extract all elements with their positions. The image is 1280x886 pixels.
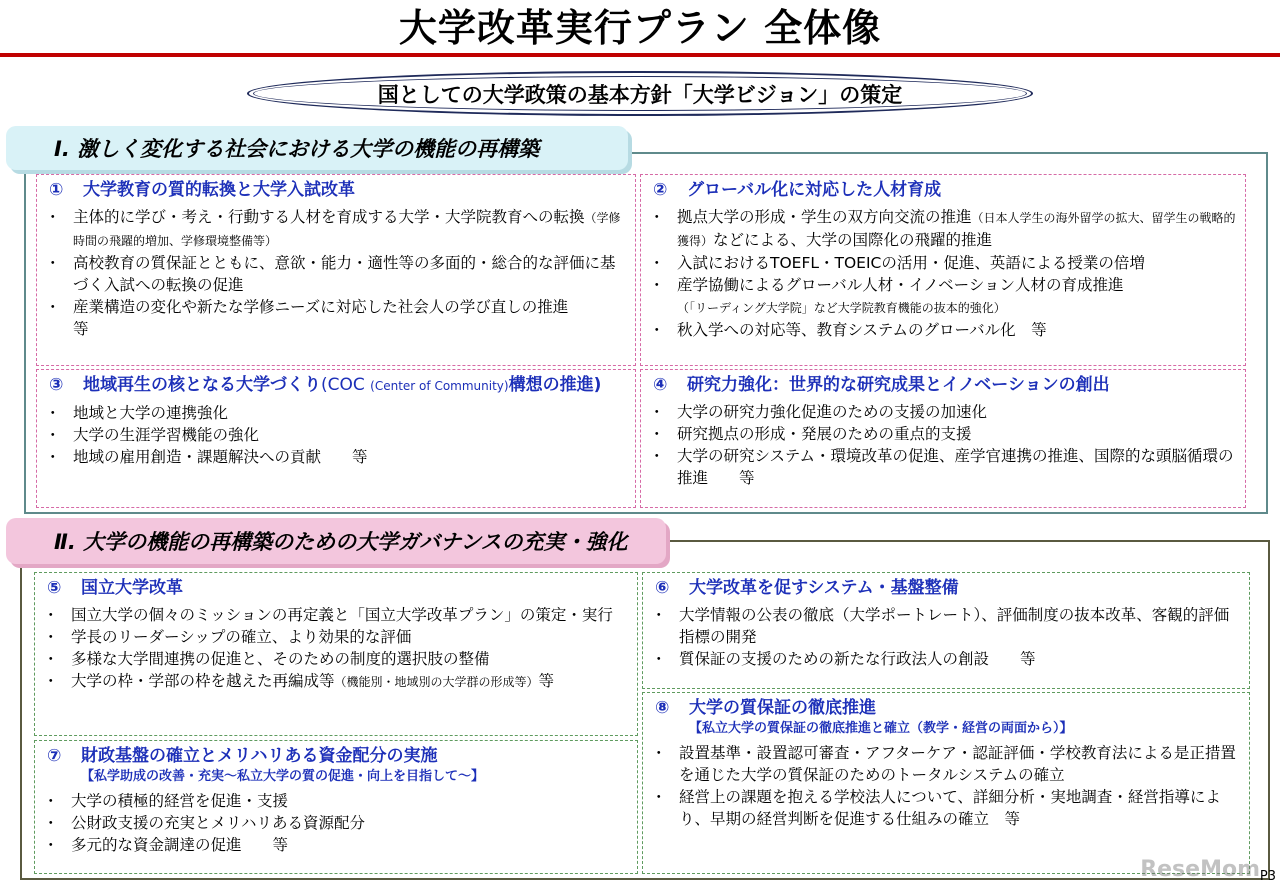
panel-title: ⑧ 大学の質保証の徹底推進	[655, 698, 876, 718]
bullet-list	[651, 742, 1241, 830]
panel-title: ⑦ 財政基盤の確立とメリハリある資金配分の実施	[47, 746, 438, 766]
list-item: ・ 地域と大学の連携強化	[45, 402, 627, 424]
list-item: ・ 多様な大学間連携の促進と、そのための制度的選択肢の整備	[43, 648, 629, 670]
panel-title: ⑥ 大学改革を促すシステム・基盤整備	[655, 578, 959, 598]
list-item: ・ 学長のリーダーシップの確立、より効果的な評価	[43, 626, 629, 648]
panel-title: ④ 研究力強化：世界的な研究成果とイノベーションの創出	[653, 375, 1110, 395]
panel-education-reform	[36, 174, 636, 366]
bullet-list	[43, 790, 629, 856]
list-item: ・ 大学の研究力強化促進のための支援の加速化	[649, 401, 1237, 423]
list-item: ・ 大学の生涯学習機能の強化	[45, 424, 627, 446]
panel-title: ⑤ 国立大学改革	[47, 578, 183, 598]
list-item: ・ 多元的な資金調達の促進 等	[43, 834, 629, 856]
panel-finance	[34, 740, 638, 874]
bullet-list	[43, 604, 629, 693]
list-item: ・ 大学の研究システム・環境改革の促進、産学官連携の推進、国際的な頭脳循環の推進 等	[649, 445, 1237, 489]
page-number: P3	[1259, 869, 1276, 884]
list-item: ・ 設置基準・設置認可審査・アフターケア・認証評価・学校教育法による是正措置を通じた大学の質保証のためのトータルシステムの確立	[651, 742, 1241, 786]
panel-title: ① 大学教育の質的転換と大学入試改革	[49, 180, 355, 200]
list-item: ・ 地域の雇用創造・課題解決への貢献 等	[45, 446, 627, 468]
list-item: ・ 国立大学の個々のミッションの再定義と「国立大学改革プラン」の策定・実行	[43, 604, 629, 626]
list-item: ・ 秋入学への対応等、教育システムのグローバル化 等	[649, 319, 1237, 341]
section-2-header: Ⅱ. 大学の機能の再構築のための大学ガバナンスの充実・強化	[6, 518, 666, 564]
vision-banner: 国としての大学政策の基本方針「大学ビジョン」の策定	[253, 76, 1027, 111]
panel-global-talent	[640, 174, 1246, 366]
panel-coc	[36, 369, 636, 508]
bullet-list	[649, 206, 1237, 341]
list-item: ・ 大学情報の公表の徹底（大学ポートレート）、評価制度の抜本改革、客観的評価指標の開発	[651, 604, 1241, 648]
bullet-list	[45, 206, 627, 340]
bullet-list	[651, 604, 1241, 670]
bullet-list	[649, 401, 1237, 489]
list-item: ・ 経営上の課題を抱える学校法人について、詳細分析・実地調査・経営指導により、早期の経営判断を促進する仕組みの確立 等	[651, 786, 1241, 830]
list-item: ・ 入試におけるTOEFL・TOEICの活用・促進、英語による授業の倍増	[649, 252, 1237, 274]
title-rule	[0, 53, 1280, 57]
panel-title: ② グローバル化に対応した人材育成	[653, 180, 942, 200]
list-item: ・ 研究拠点の形成・発展のための重点的支援	[649, 423, 1237, 445]
list-item: ・ 主体的に学び・考え・行動する人材を育成する大学・大学院教育への転換（学修時間の飛躍的増加、学修環境整備等）	[45, 206, 627, 252]
bullet-list	[45, 402, 627, 468]
panel-system-infra	[642, 572, 1250, 689]
list-item: ・ 公財政支援の充実とメリハリある資源配分	[43, 812, 629, 834]
page-title: 大学改革実行プラン 全体像	[398, 6, 882, 50]
list-item: ・ 産業構造の変化や新たな学修ニーズに対応した社会人の学び直しの推進 等	[45, 296, 627, 340]
panel-quality-assurance	[642, 692, 1250, 874]
list-item: ・ 質保証の支援のための新たな行政法人の創設 等	[651, 648, 1241, 670]
list-item: ・ 高校教育の質保証とともに、意欲・能力・適性等の多面的・総合的な評価に基づく入試への転換の促進	[45, 252, 627, 296]
panel-research	[640, 369, 1246, 508]
panel-national-univ	[34, 572, 638, 736]
watermark-logo: ReseMom	[1140, 857, 1260, 882]
section-1-header: Ⅰ. 激しく変化する社会における大学の機能の再構築	[6, 126, 628, 170]
list-item: ・ 産学協働によるグローバル人材・イノベーション人材の育成推進 （「リーディング大学院」など大学院教育機能の抜本的強化）	[649, 274, 1237, 319]
panel-subtitle: 【私立大学の質保証の徹底推進と確立（教学・経営の両面から）】	[689, 721, 1073, 736]
list-item: ・ 大学の枠・学部の枠を越えた再編成等（機能別・地域別の大学群の形成等）等	[43, 670, 629, 693]
panel-title: ③ 地域再生の核となる大学づくり(COC (Center of Community)構想の推進)	[49, 375, 602, 395]
list-item: ・ 拠点大学の形成・学生の双方向交流の推進（日本人学生の海外留学の拡大、留学生の戦略的獲得）などによる、大学の国際化の飛躍的推進	[649, 206, 1237, 252]
panel-subtitle: 【私学助成の改善・充実～私立大学の質の促進・向上を目指して～】	[81, 769, 485, 784]
list-item: ・ 大学の積極的経営を促進・支援	[43, 790, 629, 812]
